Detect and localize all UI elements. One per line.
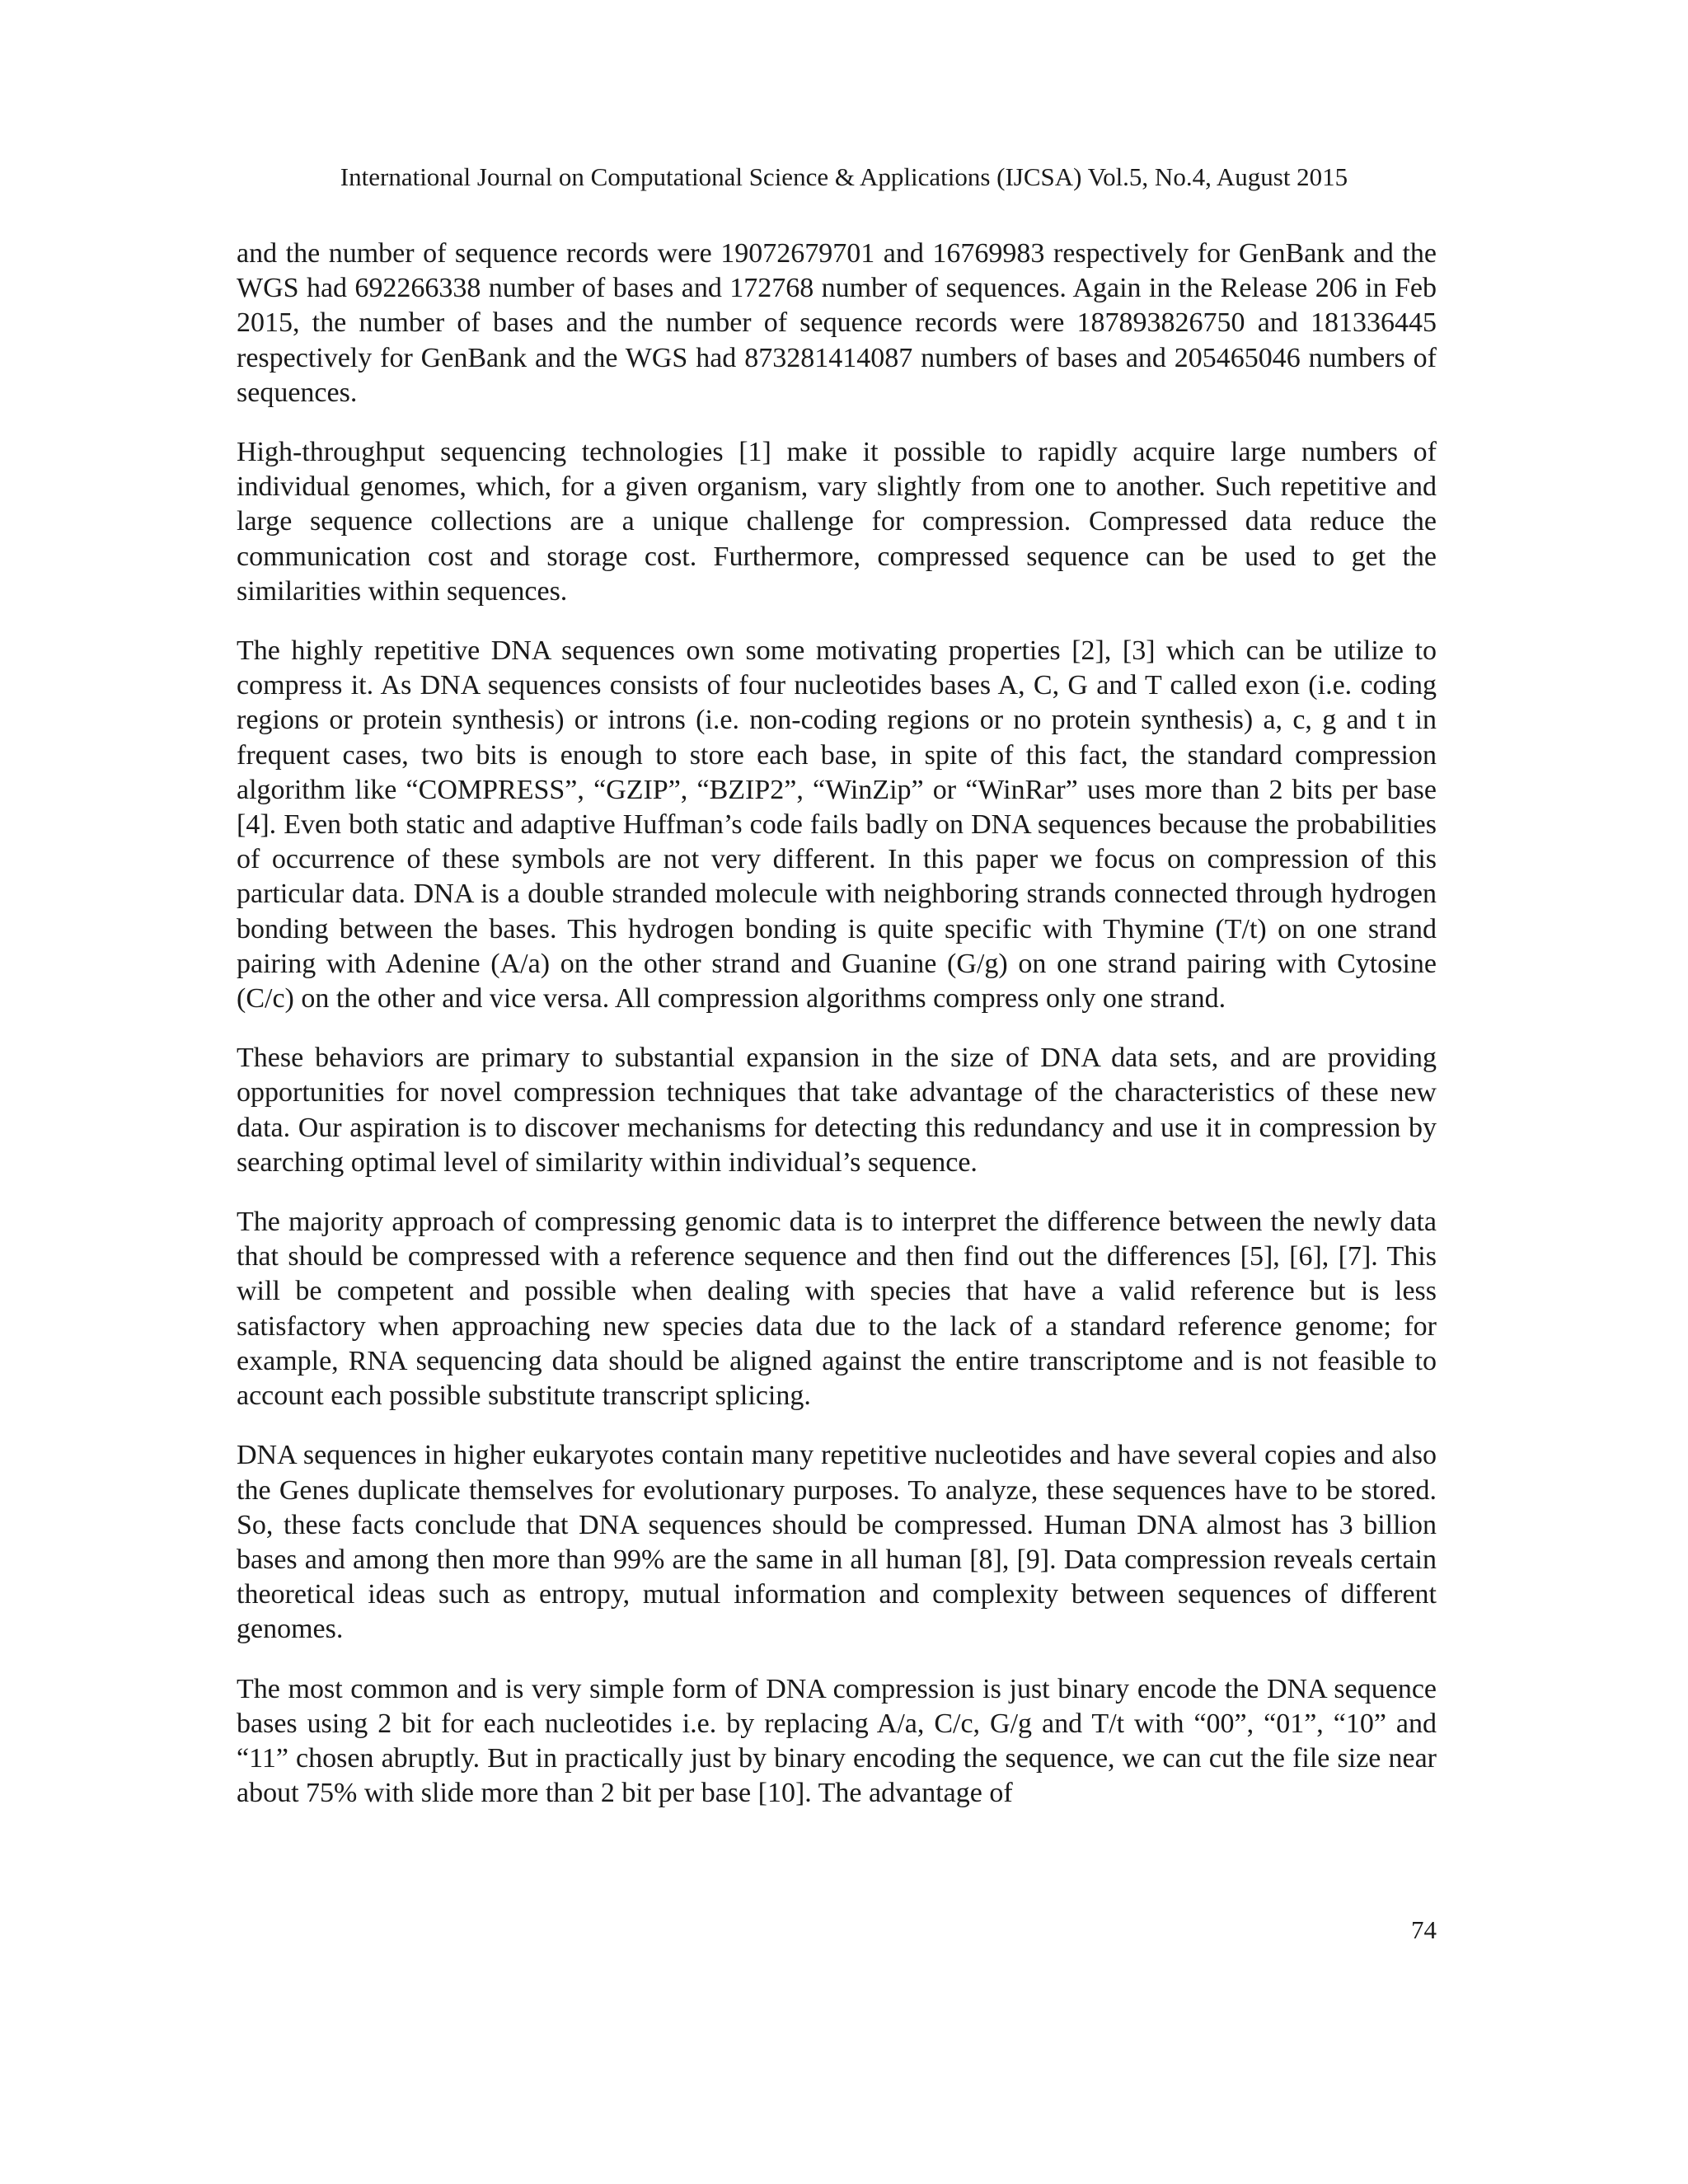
journal-running-head: International Journal on Computational Science & Applications (IJCSA) Vol.5, No.4, August 2015 <box>340 162 1348 191</box>
page-number: 74 <box>1411 1915 1437 1944</box>
paragraph-high-throughput-sequencing: High-throughput sequencing technologies [1] make it possible to rapidly acquire large numbers of individual genomes, which, for a given organism, vary slightly from one to another. Such repetitive and large sequence collections are a unique challenge for compression. Compressed data reduce the communication cost and storage cost. Furthermore, compressed sequence can be used to get the similarities within sequences. <box>237 437 1437 607</box>
paragraph-eukaryote-repeats: DNA sequences in higher eukaryotes contain many repetitive nucleotides and have several copies and also the Genes duplicate themselves for evolutionary purposes. To analyze, these sequences have to be stored. So, these facts conclude that DNA sequences should be compressed. Human DNA almost has 3 billion bases and among then more than 99% are the same in all human [8], [9]. Data compression reveals certain theoretical ideas such as entropy, mutual information and complexity between sequences of different genomes. <box>237 1440 1437 1645</box>
article-body <box>237 237 1437 1835</box>
paragraph-binary-encoding: The most common and is very simple form of DNA compression is just binary encode the DNA sequence bases using 2 bit for each nucleotides i.e. by replacing A/a, C/c, G/g and T/t with “00”, “01”, “10” and “11” chosen abruptly. But in practically just by binary encoding the sequence, we can cut the file size near about 75% with slide more than 2 bit per base [10]. The advantage of <box>237 1673 1437 1809</box>
paragraph-genbank-statistics: and the number of sequence records were 19072679701 and 16769983 respectively for GenBank and the WGS had 692266338 number of bases and 172768 number of sequences. Again in the Release 206 in Feb 2015, the number of bases and the number of sequence records were 187893826750 and 181336445 respectively for GenBank and the WGS had 873281414087 numbers of bases and 205465046 numbers of sequences. <box>237 238 1437 408</box>
paragraph-reference-based-compression: The majority approach of compressing genomic data is to interpret the difference between the newly data that should be compressed with a reference sequence and then find out the differences [5], [6], [7]. This will be competent and possible when dealing with species that have a valid reference but is less satisfactory when approaching new species data due to the lack of a standard reference genome; for example, RNA sequencing data should be aligned against the entire transcriptome and is not feasible to account each possible substitute transcript splicing. <box>237 1207 1437 1412</box>
paragraph-dataset-expansion: These behaviors are primary to substantial expansion in the size of DNA data sets, and are providing opportunities for novel compression techniques that take advantage of the characteristics of these new data. Our aspiration is to discover mechanisms for detecting this redundancy and use it in compression by searching optimal level of similarity within individual’s sequence. <box>237 1043 1437 1178</box>
paragraph-repetitive-dna-properties: The highly repetitive DNA sequences own some motivating properties [2], [3] which can be utilize to compress it. As DNA sequences consists of four nucleotides bases A, C, G and T called exon (i.e. coding regions or protein synthesis) or introns (i.e. non-coding regions or no protein synthesis) a, c, g and t in frequent cases, two bits is enough to store each base, in spite of this fact, the standard compression algorithm like “COMPRESS”, “GZIP”, “BZIP2”, “WinZip” or “WinRar” uses more than 2 bits per base [4]. Even both static and adaptive Huffman’s code fails badly on DNA sequences because the probabilities of occurrence of these symbols are not very different. In this paper we focus on compression of this particular data. DNA is a double stranded molecule with neighboring strands connected through hydrogen bonding between the bases. This hydrogen bonding is quite specific with Thymine (T/t) on one strand pairing with Adenine (A/a) on the other strand and Guanine (G/g) on one strand pairing with Cytosine (C/c) on the other and vice versa. All compression algorithms compress only one strand. <box>237 635 1437 1015</box>
